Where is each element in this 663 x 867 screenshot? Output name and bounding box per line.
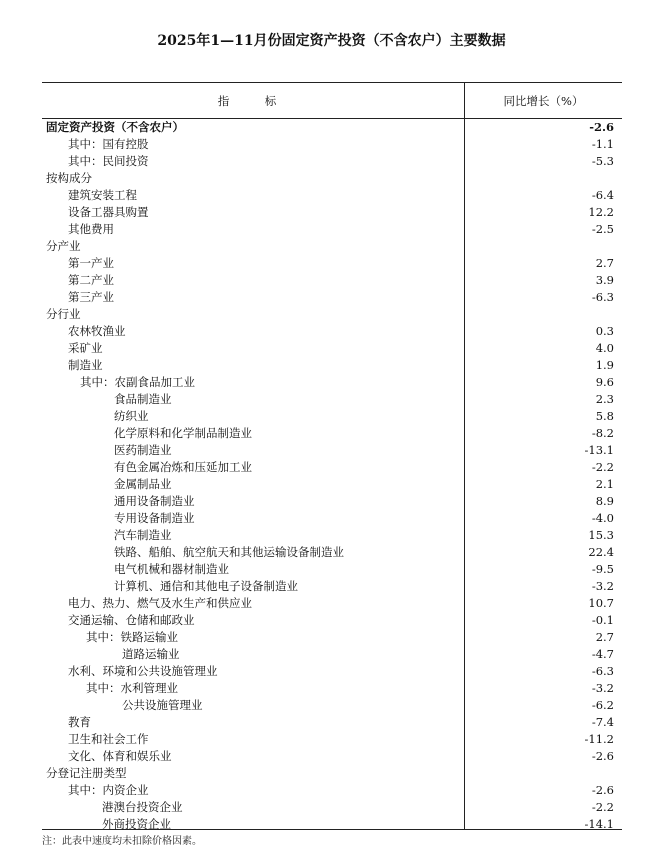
row-label: 其中：民间投资: [68, 154, 149, 168]
row-value: -6.3: [591, 664, 614, 678]
table-row: [42, 391, 622, 408]
table-row: [42, 204, 622, 221]
table-row: [42, 408, 622, 425]
row-value: -8.2: [591, 426, 614, 440]
row-value: -2.5: [591, 222, 614, 236]
table-row: [42, 782, 622, 799]
row-value: 10.7: [588, 596, 614, 610]
table-row: [42, 323, 622, 340]
table-row: [42, 663, 622, 680]
table-row: [42, 527, 622, 544]
row-label: 医药制造业: [114, 443, 172, 457]
row-label: 农林牧渔业: [68, 324, 126, 338]
row-value: 3.9: [595, 273, 614, 287]
row-value: -9.5: [591, 562, 614, 576]
row-value: 4.0: [595, 341, 614, 355]
table-row: [42, 289, 622, 306]
table-row: [42, 136, 622, 153]
row-value: -3.2: [591, 681, 614, 695]
table-row: [42, 629, 622, 646]
row-label: 教育: [68, 715, 91, 729]
table-row: [42, 119, 622, 136]
row-value: 12.2: [588, 205, 614, 219]
table-row: [42, 459, 622, 476]
table-row: [42, 493, 622, 510]
row-value: 8.9: [595, 494, 614, 508]
row-value: -3.2: [591, 579, 614, 593]
row-label: 专用设备制造业: [114, 511, 195, 525]
row-label: 交通运输、仓储和邮政业: [68, 613, 195, 627]
row-value: -6.3: [591, 290, 614, 304]
table-row: [42, 646, 622, 663]
row-label: 制造业: [68, 358, 103, 372]
row-label: 外商投资企业: [102, 817, 171, 831]
table-row: [42, 748, 622, 765]
row-label: 其他费用: [68, 222, 114, 236]
table-row: [42, 816, 622, 833]
row-label: 分登记注册类型: [46, 766, 127, 780]
row-value: -1.1: [591, 137, 614, 151]
row-value: 5.8: [595, 409, 614, 423]
row-label: 金属制品业: [114, 477, 172, 491]
row-value: 22.4: [588, 545, 614, 559]
row-value: -6.2: [591, 698, 614, 712]
table-body: [42, 119, 622, 833]
data-table: [42, 82, 622, 830]
row-value: -0.1: [591, 613, 614, 627]
table-row: [42, 153, 622, 170]
row-value: 2.7: [595, 630, 614, 644]
row-label: 第一产业: [68, 256, 114, 270]
table-row: [42, 357, 622, 374]
row-label: 分产业: [46, 239, 81, 253]
table-row: [42, 595, 622, 612]
row-label: 化学原料和化学制品制造业: [114, 426, 252, 440]
table-row: [42, 442, 622, 459]
row-label: 通用设备制造业: [114, 494, 195, 508]
row-label: 计算机、通信和其他电子设备制造业: [114, 579, 298, 593]
row-value: -14.1: [584, 817, 614, 831]
row-label: 第三产业: [68, 290, 114, 304]
row-value: -4.0: [591, 511, 614, 525]
row-label: 第二产业: [68, 273, 114, 287]
row-value: -6.4: [591, 188, 614, 202]
row-label: 卫生和社会工作: [68, 732, 149, 746]
table-row: [42, 374, 622, 391]
table-row: [42, 238, 622, 255]
table-row: [42, 425, 622, 442]
row-value: -2.6: [591, 783, 614, 797]
table-row: [42, 697, 622, 714]
table-row: [42, 714, 622, 731]
table-row: [42, 476, 622, 493]
table-row: [42, 170, 622, 187]
table-row: [42, 612, 622, 629]
table-row: [42, 221, 622, 238]
row-value: -7.4: [591, 715, 614, 729]
row-value: 2.7: [595, 256, 614, 270]
table-row: [42, 306, 622, 323]
row-label: 文化、体育和娱乐业: [68, 749, 172, 763]
row-value: 1.9: [595, 358, 614, 372]
row-label: 汽车制造业: [114, 528, 172, 542]
row-label: 其中：内资企业: [68, 783, 149, 797]
row-label: 固定资产投资（不含农户）: [46, 120, 184, 134]
table-header: [42, 83, 622, 119]
row-label: 其中：水利管理业: [86, 681, 178, 695]
row-label: 电力、热力、燃气及水生产和供应业: [68, 596, 252, 610]
row-value: -5.3: [591, 154, 614, 168]
row-label: 港澳台投资企业: [102, 800, 183, 814]
row-label: 公共设施管理业: [122, 698, 203, 712]
row-label: 按构成分: [46, 171, 92, 185]
row-value: -2.2: [591, 460, 614, 474]
table-row: [42, 561, 622, 578]
row-label: 建筑安装工程: [68, 188, 137, 202]
row-value: 15.3: [588, 528, 614, 542]
row-label: 铁路、船舶、航空航天和其他运输设备制造业: [114, 545, 344, 559]
row-value: -2.6: [591, 749, 614, 763]
row-label: 有色金属冶炼和压延加工业: [114, 460, 252, 474]
table-row: [42, 578, 622, 595]
row-label: 采矿业: [68, 341, 103, 355]
row-label: 其中：国有控股: [68, 137, 149, 151]
row-value: -11.2: [584, 732, 614, 746]
row-value: -4.7: [591, 647, 614, 661]
row-value: -2.6: [589, 120, 614, 134]
footnote: 注：此表中速度均未扣除价格因素。: [42, 836, 202, 847]
row-value: -13.1: [584, 443, 614, 457]
row-label: 电气机械和器材制造业: [114, 562, 229, 576]
row-label: 纺织业: [114, 409, 149, 423]
table-row: [42, 765, 622, 782]
row-value: 9.6: [595, 375, 614, 389]
row-label: 道路运输业: [122, 647, 180, 661]
row-value: 2.1: [595, 477, 614, 491]
table-row: [42, 340, 622, 357]
table-row: [42, 272, 622, 289]
row-label: 设备工器具购置: [68, 205, 149, 219]
page-title: 2025年1—11月份固定资产投资（不含农户）主要数据: [157, 33, 506, 49]
table-row: [42, 731, 622, 748]
row-label: 其中：农副食品加工业: [80, 375, 195, 389]
row-label: 食品制造业: [114, 392, 172, 406]
table-row: [42, 680, 622, 697]
table-row: [42, 255, 622, 272]
row-label: 其中：铁路运输业: [86, 630, 178, 644]
table-row: [42, 799, 622, 816]
table-row: [42, 510, 622, 527]
row-value: 2.3: [595, 392, 614, 406]
header-yoy-growth: 同比增长（%）: [503, 94, 584, 108]
row-label: 分行业: [46, 307, 81, 321]
table-row: [42, 544, 622, 561]
row-label: 水利、环境和公共设施管理业: [68, 664, 218, 678]
row-value: -2.2: [591, 800, 614, 814]
row-value: 0.3: [595, 324, 614, 338]
header-indicator: 指 标: [217, 94, 289, 108]
table-row: [42, 187, 622, 204]
